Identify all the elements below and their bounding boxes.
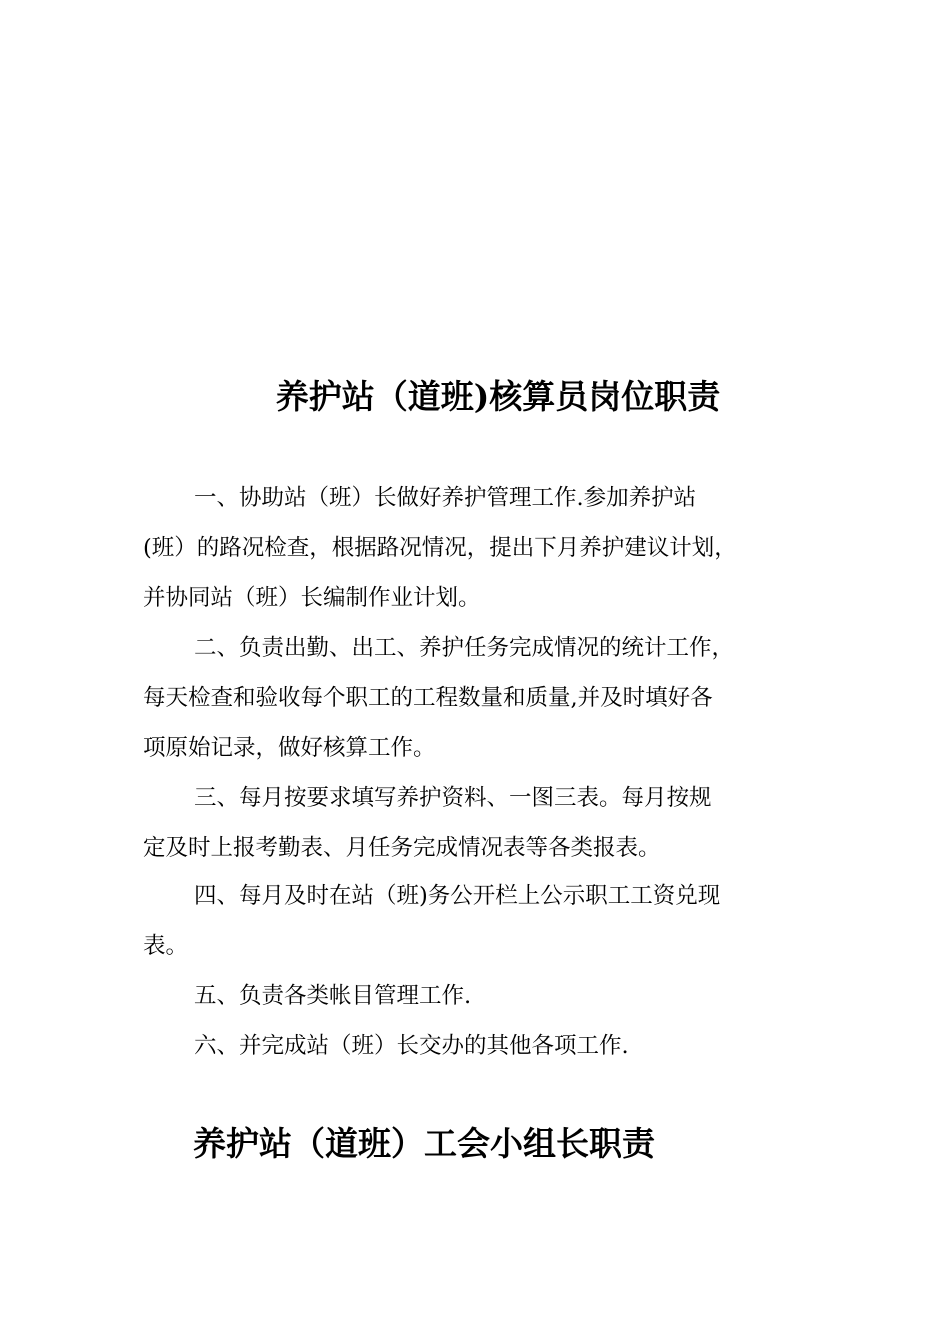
paragraph-line: 每天检查和验收每个职工的工程数量和质量,并及时填好各	[143, 685, 713, 711]
paragraph-line: 表。	[143, 933, 189, 959]
paragraph-5	[143, 971, 807, 1021]
paragraph-line: 定及时上报考勤表、月任务完成情况表等各类报表。	[143, 835, 661, 861]
paragraph-line: 二、负责出勤、出工、养护任务完成情况的统计工作，	[194, 635, 735, 661]
paragraph-line: 六、并完成站（班）长交办的其他各项工作.	[194, 1033, 629, 1059]
paragraph-line: 三、每月按要求填写养护资料、一图三表。每月按规	[194, 785, 712, 811]
paragraph-3	[143, 773, 807, 873]
second-title: 养护站（道班）工会小组长职责	[193, 1124, 655, 1163]
paragraph-line: 五、负责各类帐目管理工作.	[194, 983, 472, 1009]
paragraph-6	[143, 1021, 807, 1071]
paragraph-line: 四、每月及时在站（班)务公开栏上公示职工工资兑现	[194, 883, 721, 909]
paragraph-2	[143, 623, 807, 773]
paragraph-line: 一、协助站（班）长做好养护管理工作.参加养护站	[194, 485, 697, 511]
paragraph-line: 并协同站（班）长编制作业计划。	[143, 585, 481, 611]
paragraph-line: (班）的路况检查，根据路况情况，提出下月养护建议计划，	[143, 535, 737, 561]
document-title: 养护站（道班)核算员岗位职责	[275, 377, 721, 416]
paragraph-1	[143, 473, 807, 623]
paragraph-line: 项原始记录，做好核算工作。	[143, 735, 436, 761]
paragraph-4	[143, 871, 807, 971]
